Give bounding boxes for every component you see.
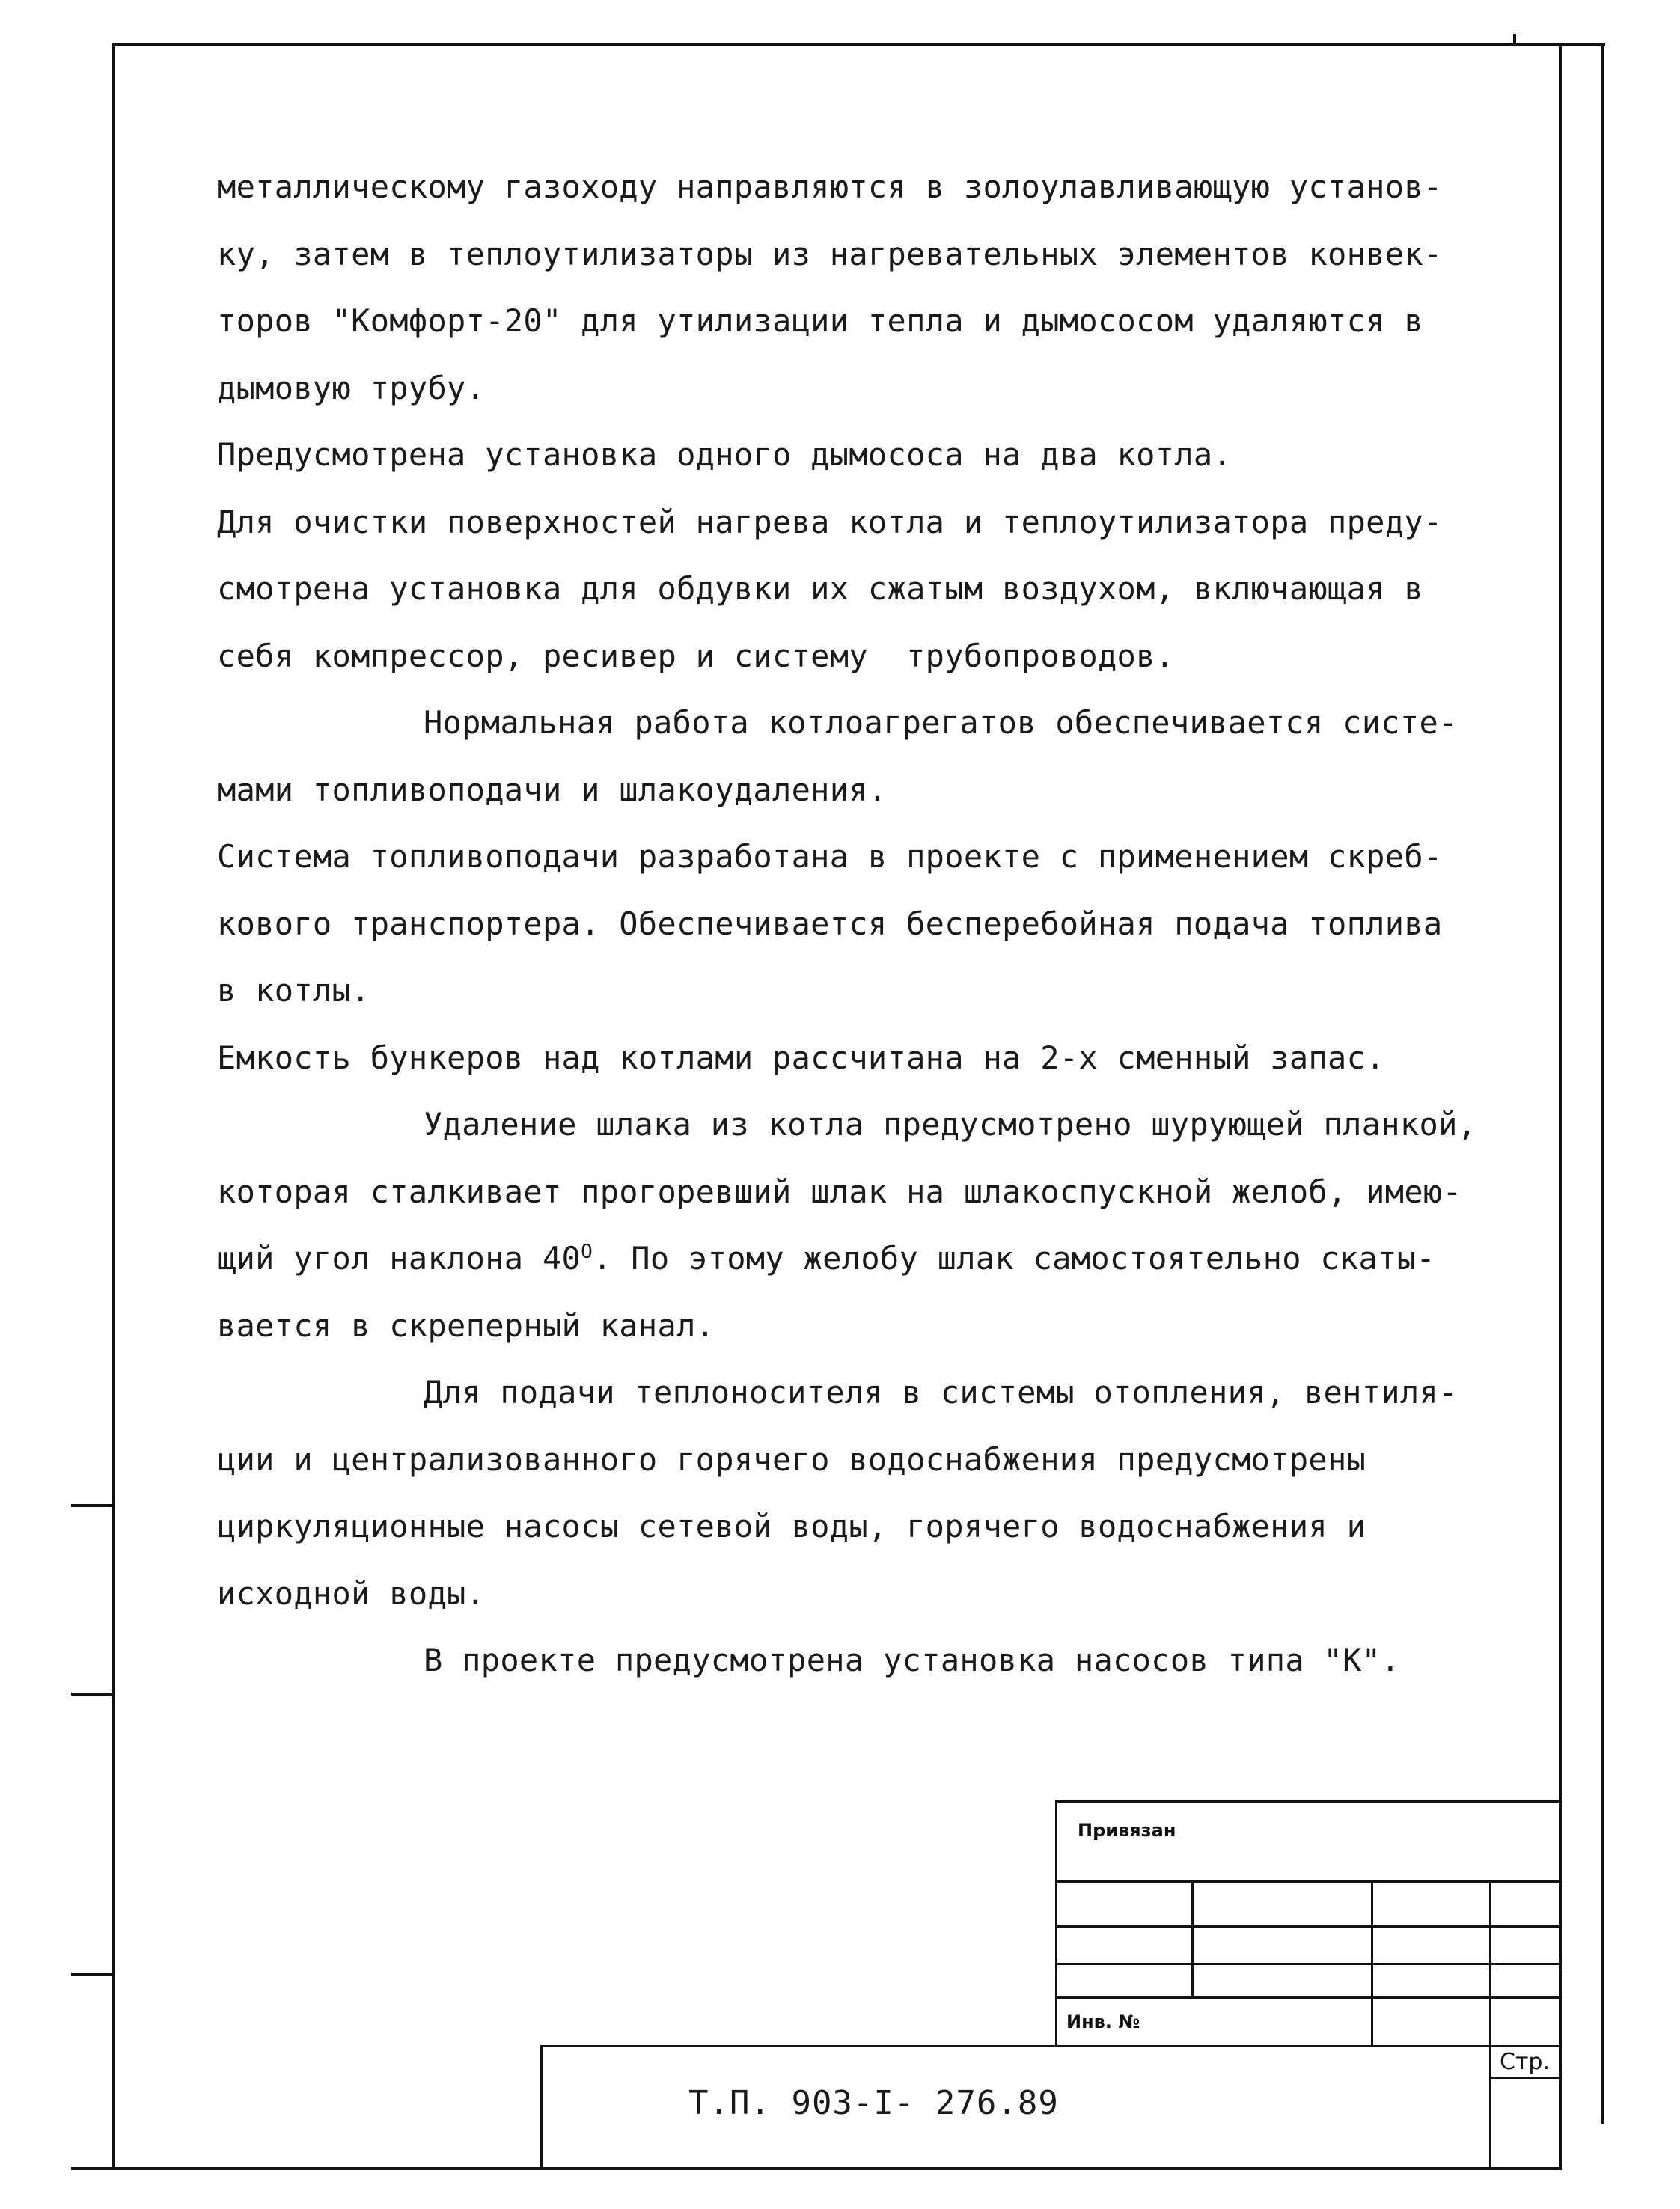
text-line: в котлы. xyxy=(217,972,370,1009)
frame-top-tick xyxy=(1513,34,1516,44)
text-line: циркуляционные насосы сетевой воды, горячего водоснабжения и xyxy=(217,1508,1366,1545)
stamp-left xyxy=(1055,1800,1057,2047)
text-line xyxy=(217,1225,1534,1292)
body-text xyxy=(217,153,1534,1694)
text-line: торов "Комфорт-20" для утилизации тепла и дымососом удаляются в xyxy=(217,302,1423,339)
stamp-hline xyxy=(1055,1880,1562,1883)
text-fragment: . По этому желобу шлак самостоятельно скаты- xyxy=(593,1240,1435,1277)
document-code: Т.П. 903-I- 276.89 xyxy=(688,2084,1059,2122)
text-fragment: щий угол наклона 40 xyxy=(217,1240,581,1277)
text-line: исходной воды. xyxy=(217,1574,486,1612)
text-line: Система топливоподачи разработана в проекте с применением скреб- xyxy=(217,838,1443,875)
text-line: смотрена установка для обдувки их сжатым воздухом, включающая в xyxy=(217,570,1423,607)
stamp-hline xyxy=(1055,1996,1562,1999)
stamp-vline xyxy=(1191,1880,1194,1999)
frame-bottom xyxy=(71,2167,1562,2170)
frame-right xyxy=(1559,43,1562,2170)
stamp-top xyxy=(1055,1800,1562,1803)
frame-top xyxy=(112,43,1605,46)
text-line: ции и централизованного горячего водоснабжения предусмотрены xyxy=(217,1440,1366,1478)
margin-tick xyxy=(71,1693,114,1696)
text-line: вается в скреперный канал. xyxy=(217,1307,715,1344)
frame-left xyxy=(112,43,115,2170)
inv-number-label: Инв. № xyxy=(1066,2011,1140,2032)
frame-right-outer xyxy=(1601,43,1604,2124)
attached-label: Привязан xyxy=(1078,1820,1176,1841)
text-line: Емкость бункеров над котлами рассчитана на 2-х сменный запас. xyxy=(217,1039,1385,1076)
text-line: Удаление шлака из котла предусмотрено шурующей планкой, xyxy=(424,1106,1477,1143)
text-line: В проекте предусмотрена установка насосов типа "К". xyxy=(424,1642,1400,1678)
text-line: себя компрессор, ресивер и систему трубопроводов. xyxy=(217,637,1175,674)
text-line: ку, затем в теплоутилизаторы из нагревательных элементов конвек- xyxy=(217,235,1443,272)
text-line: которая сталкивает прогоревший шлак на шлакоспускной желоб, имею- xyxy=(217,1173,1462,1210)
text-line: металлическому газоходу направляются в золоулавливающую установ- xyxy=(217,168,1443,205)
stamp-vline xyxy=(1489,1880,1491,2047)
text-line: кового транспортера. Обеспечивается бесперебойная подача топлива xyxy=(217,905,1443,942)
text-line: Для очистки поверхностей нагрева котла и теплоутилизатора преду- xyxy=(217,503,1443,540)
text-line: Нормальная работа котлоагрегатов обеспечивается систе- xyxy=(424,704,1458,741)
margin-tick xyxy=(71,1973,114,1976)
title-left xyxy=(540,2045,543,2170)
stamp-hline xyxy=(1055,1963,1562,1965)
page-label: Стр. xyxy=(1500,2049,1551,2075)
text-line: Для подачи теплоносителя в системы отопления, вентиля- xyxy=(424,1374,1458,1411)
stamp-vline xyxy=(1371,1880,1373,2047)
text-line: Предусмотрена установка одного дымососа на два котла. xyxy=(217,436,1232,473)
text-line: дымовую трубу. xyxy=(217,369,486,406)
text-line: мами топливоподачи и шлакоудаления. xyxy=(217,771,888,808)
margin-tick xyxy=(71,1504,114,1507)
degree-superscript: О xyxy=(581,1241,593,1263)
title-page-hline xyxy=(1489,2077,1562,2079)
title-vline xyxy=(1489,2045,1491,2170)
title-top xyxy=(540,2045,1562,2047)
stamp-hline xyxy=(1055,1925,1562,1928)
